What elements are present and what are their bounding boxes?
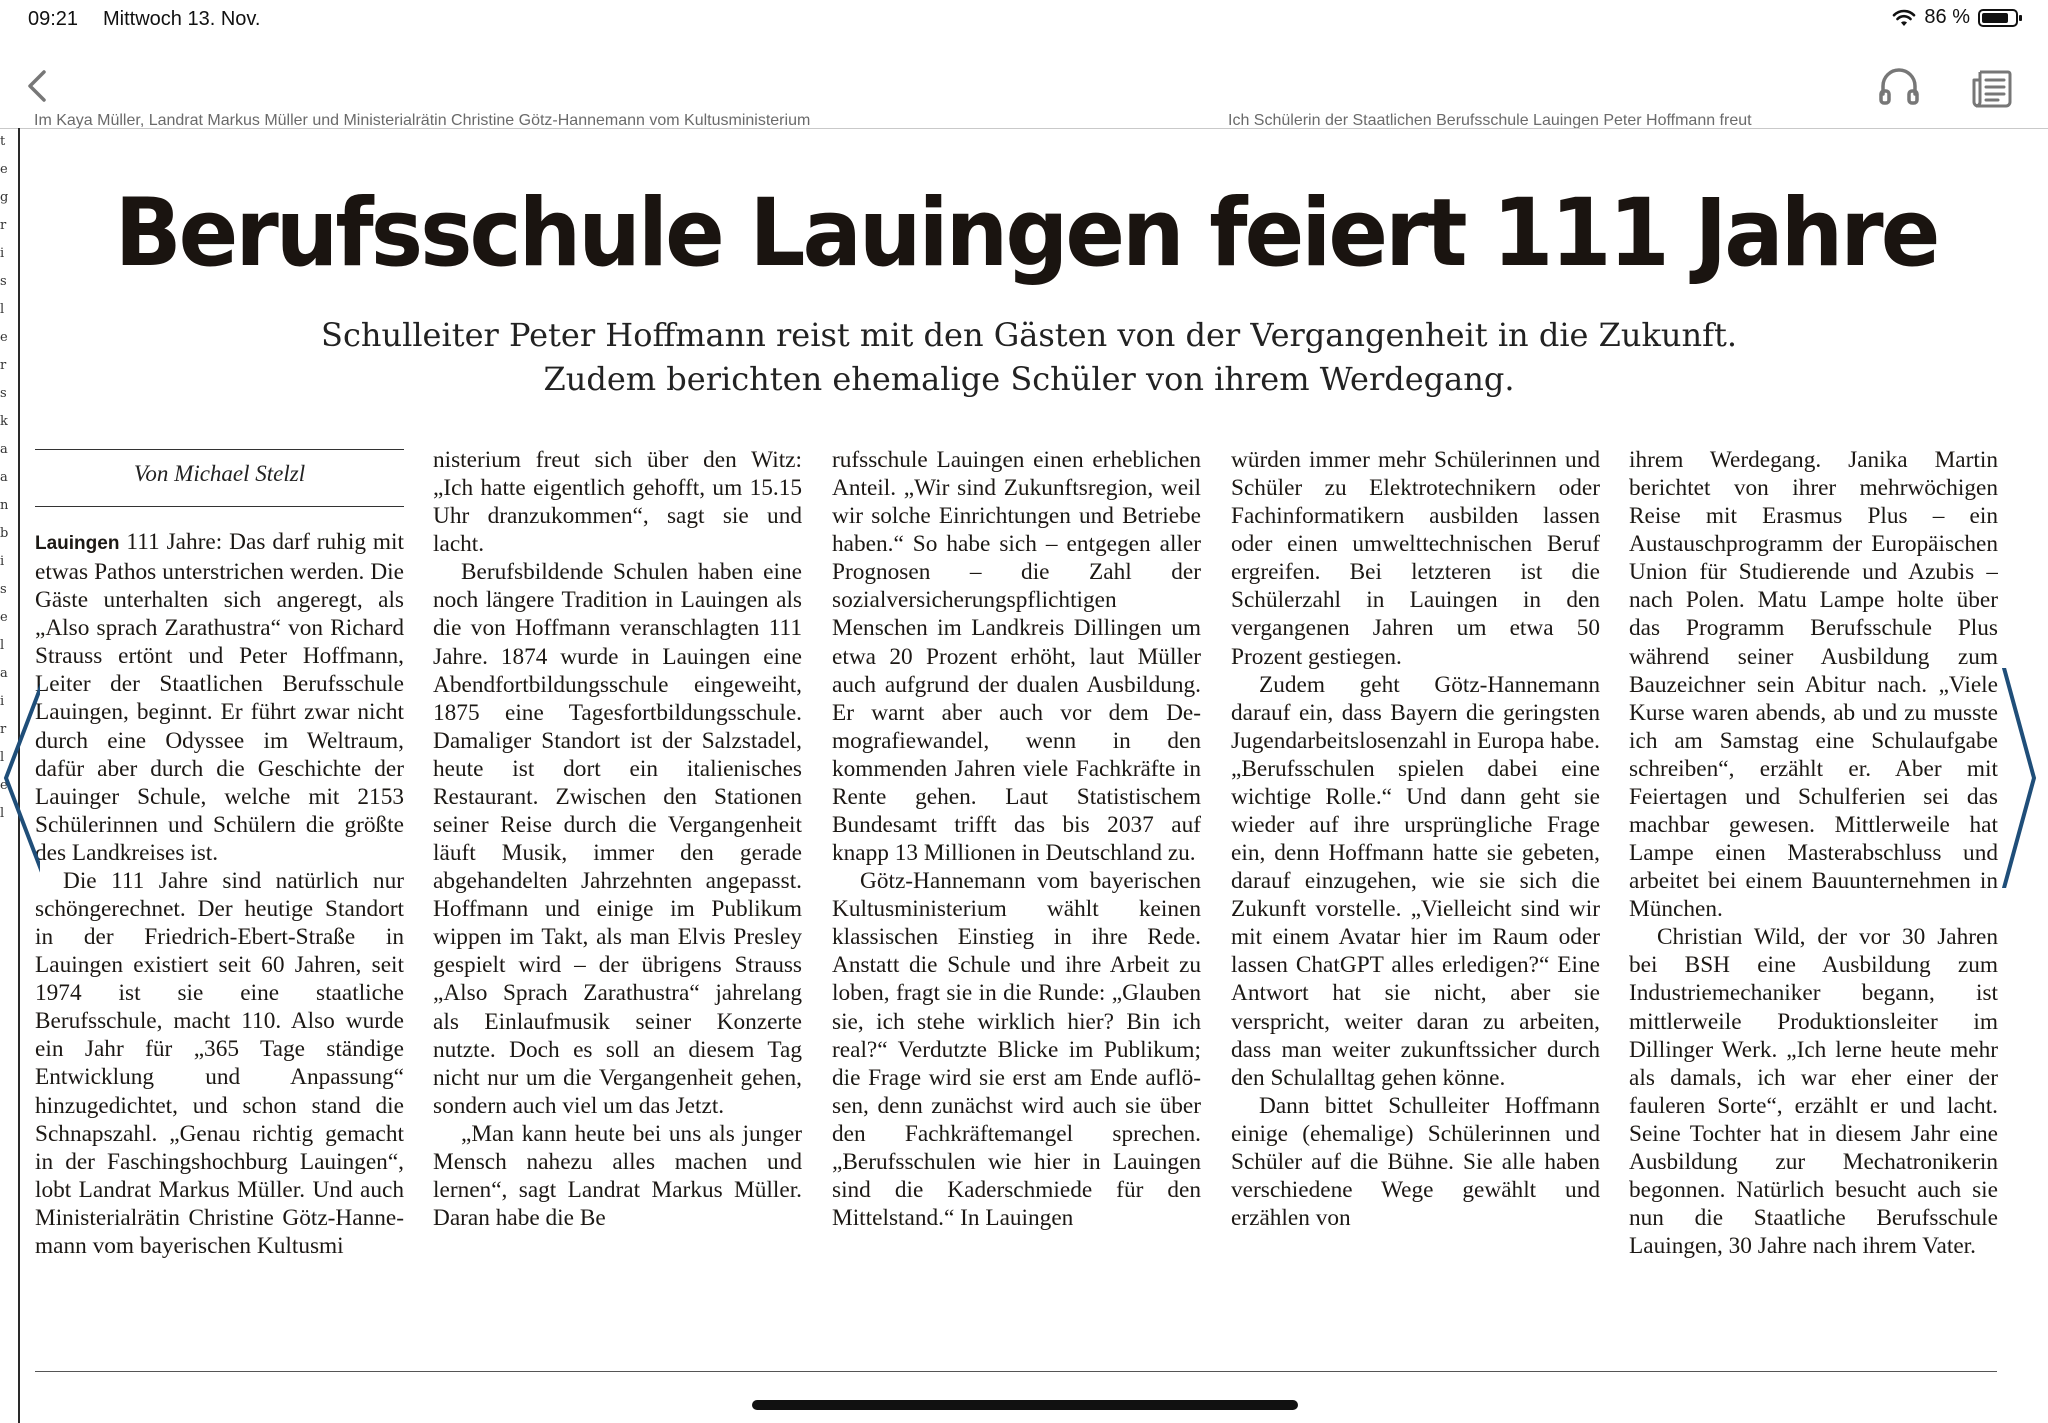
home-indicator[interactable] bbox=[752, 1400, 1298, 1410]
paragraph: Berufsbildende Schulen haben eine noch längere Tradition in Lauingen als die von Hoffmann veranschlagten 111 Jahre. 1874 wurde in Lauingen eine Abendfortbildungsschule eingeweiht, 1875 eine Tagesfortbildungsschule. Damaliger Standort ist der Salzstadel, heute ist dort ein italienisches Restaurant. Zwischen den Stationen seiner Reise durch die Vergangenheit läuft Musik, immer den gerade abgehandelten Jahrzehnten angepasst. Hoffmann und einige im Publikum wippen im Takt, als man Elvis Presley gespielt wird – der übrigens Strauss „Also Sprach Zarathustra“ jahrelang als Einlaufmusik seiner Konzerte nutzte. Doch es soll an diesem Tag nicht nur um die Vergangenheit gehen, sondern auch viel um das Jetzt. bbox=[433, 559, 802, 1119]
battery-percent: 86 % bbox=[1924, 6, 1970, 28]
byline-box bbox=[35, 449, 404, 507]
battery-icon bbox=[1978, 9, 2018, 27]
margin-letter: g bbox=[0, 190, 9, 205]
margin-letter: i bbox=[0, 554, 5, 569]
next-page-arrow-icon[interactable] bbox=[1998, 668, 2038, 888]
margin-letter: e bbox=[0, 778, 8, 793]
margin-letter: l bbox=[0, 638, 5, 653]
paragraph: Christian Wild, der vor 30 Jahren bei BSH eine Ausbildung zum Industriemechaniker begann, ist mittlerweile Produktionsleiter im Dillinger Werk. „Ich lerne heute mehr als damals, ich war eher einer der fauleren Sorte“, erzählt er und lacht. Seine Tochter hat in diesem Jahr eine Ausbildung zur Mechatronikerin begonnen. Natürlich besucht auch sie nun die Staatliche Berufsschule Lauingen, 30 Jahre nach ihrem Vater. bbox=[1629, 924, 1998, 1260]
margin-letter: s bbox=[0, 582, 7, 597]
paragraph: rufsschule Lauingen einen erheblichen Anteil. „Wir sind Zukunftsregion, weil wir solche Einrichtungen und Betriebe haben.“ So habe sich – entgegen aller Prognosen – die Zahl der sozialversicherungspflichtigen Menschen im Landkreis Dillingen um etwa 20 Prozent erhöht, laut Müller auch aufgrund der dualen Ausbildung. Er warnt aber auch vor dem Demografiewandel, wenn in den kommenden Jahren viele Fachkräfte in Rente gehen. Laut Statistischem Bundesamt trifft das bis 2037 auf knapp 13 Millionen in Deutschland zu. bbox=[832, 447, 1201, 867]
status-date: Mittwoch 13. Nov. bbox=[103, 8, 261, 30]
margin-letter: l bbox=[0, 806, 5, 821]
margin-letter: a bbox=[0, 470, 8, 485]
margin-letter: r bbox=[0, 722, 7, 737]
margin-letter: n bbox=[0, 498, 9, 513]
margin-letter: a bbox=[0, 442, 8, 457]
margin-letter: l bbox=[0, 302, 5, 317]
status-bar bbox=[0, 0, 2048, 44]
previous-page-arrow-icon[interactable] bbox=[0, 668, 40, 888]
subhead-line-2: Zudem berichten ehemalige Schüler von ihrem Werdegang. bbox=[543, 360, 1515, 398]
paragraph: „Man kann heute bei uns als junger Mensch nahezu alles machen und lernen“, sagt Landrat Markus Müller. Daran habe die Be bbox=[433, 1120, 802, 1232]
margin-letter: e bbox=[0, 162, 8, 177]
paragraph: ihrem Werdegang. Janika Martin berichtet von ihrer mehrwöchigen Reise mit Erasmus Plus – ein Austauschprogramm der Europäischen Union für Studierende und Azubis – nach Polen. Matu Lampe holte über das Programm Berufsschule Plus während seiner Ausbildung zum Bauzeichner sein Abitur nach. „Viele Kurse waren abends, ab und zu musste ich am Samstag eine Schulaufgabe schreiben“, erzählt er. Aber mit Feiertagen und Schulferien sei das machbar gewesen. Mittlerweile hat Lampe einen Masterabschluss und arbeitet bei einem Bauunternehmen in München. bbox=[1629, 447, 1998, 923]
article-column-4 bbox=[1231, 446, 1600, 1326]
margin-letter: e bbox=[0, 610, 8, 625]
margin-letter: b bbox=[0, 526, 9, 541]
margin-letter: i bbox=[0, 246, 5, 261]
status-indicators bbox=[1892, 6, 2018, 29]
margin-letter: r bbox=[0, 358, 7, 373]
paragraph-text: 111 Jahre: Das darf ruhig mit etwas Pathos unterstrichen werden. Die Gäste unterhalten sich angeregt, als „Also sprach Zarathustra“ von Richard Strauss ertönt und Peter Hoffmann, Leiter der Staatlichen Berufsschule Lauingen, beginnt. Er führt zwar nicht durch eine Odyssee im Weltraum, dafür aber durch die Geschichte der Lauinger Schule, welche mit 2153 Schülerinnen und Schülern die größte des Landkreises ist. bbox=[35, 529, 404, 866]
page-bottom-rule bbox=[35, 1371, 1997, 1372]
status-time: 09:21 bbox=[28, 8, 79, 30]
margin-letter: s bbox=[0, 386, 7, 401]
article-text-icon[interactable] bbox=[1968, 62, 2016, 110]
margin-letter: l bbox=[0, 750, 5, 765]
paragraph: würden immer mehr Schülerinnen und Schüler zu Elektrotechnikern oder Fachinformatikern ausbilden lassen oder einen umwelttechnischen Beruf ergreifen. Bei letzteren ist die Schülerzahl in Lauingen in den vergangenen Jahren um etwa 50 Prozent gestiegen. bbox=[1231, 447, 1600, 670]
article-column-5 bbox=[1629, 446, 1998, 1326]
margin-letter: r bbox=[0, 218, 7, 233]
paragraph bbox=[35, 528, 404, 867]
cut-caption-right: Ich Schülerin der Staatlichen Berufsschule Lauingen Peter Hoffmann freut bbox=[1228, 112, 1752, 128]
subhead-line-1: Schulleiter Peter Hoffmann reist mit den Gästen von der Vergangenheit in die Zukunft. bbox=[321, 316, 1737, 354]
article-column-3 bbox=[832, 446, 1201, 1326]
chevron-left-icon[interactable] bbox=[18, 66, 58, 106]
paragraph: nisterium freut sich über den Witz: „Ich hatte eigentlich gehofft, um 15.15 Uhr dranzukommen“, sagt sie und lacht. bbox=[433, 447, 802, 558]
article-column-1 bbox=[35, 528, 404, 1328]
paragraph: Götz-Hannemann vom bayerischen Kultusministerium wählt keinen klassischen Einstieg in ihre Rede. Anstatt die Schule und ihre Arbeit zu loben, fragt sie in die Runde: „Glauben sie, ich stehe wirklich hier? Bin ich real?“ Verdutzte Blicke im Publikum; die Frage wird sie erst am Ende auflösen, denn zunächst wird auch sie über den Fachkräftemangel sprechen. „Berufsschulen wie hier in Lauingen sind die Kaderschmiede für den Mittelstand.“ In Lauingen bbox=[832, 868, 1201, 1232]
margin-letter: k bbox=[0, 414, 8, 429]
margin-letter: a bbox=[0, 666, 8, 681]
article-headline: Berufsschule Lauingen feiert 111 Jahre bbox=[114, 177, 1938, 288]
article-subhead bbox=[34, 313, 2024, 401]
cut-caption-left: Im Kaya Müller, Landrat Markus Müller und Ministerialrätin Christine Götz-Hannemann vom Kultusministerium bbox=[34, 112, 811, 128]
margin-letter: e bbox=[0, 330, 8, 345]
dateline: Lauingen bbox=[35, 533, 120, 554]
margin-letter: s bbox=[0, 274, 7, 289]
wifi-icon bbox=[1892, 9, 1916, 27]
headphones-icon[interactable] bbox=[1875, 62, 1923, 110]
margin-letter: i bbox=[0, 694, 5, 709]
paragraph: Die 111 Jahre sind natürlich nur schöngerechnet. Der heutige Standort in der Friedrich-Ebert-Straße in Lauingen existiert seit 60 Jahren, seit 1974 ist sie eine staatliche Berufsschule, macht 110. Also wurde ein Jahr für „365 Tage ständige Entwicklung und Anpassung“ hinzugedichtet, und schon stand die Schnapszahl. „Genau richtig gemacht in der Faschingshochburg Lauingen“, lobt Landrat Markus Müller. Und auch Ministerialrätin Christine Götz-Hannemann vom bayerischen Kultusmi bbox=[35, 867, 404, 1259]
margin-letter: t bbox=[0, 134, 6, 149]
article-column-2 bbox=[433, 446, 802, 1326]
paragraph: Zudem geht Götz-Hannemann darauf ein, dass Bayern die geringsten Jugendarbeitslosenzahl in Europa habe. „Berufsschulen spielen dabei eine wichtige Rolle.“ Und dann geht sie wieder auf ihre ursprüngliche Frage ein, denn Hoffmann hatte sie gebeten, darauf einzugehen, wie sie sich die Zukunft vorstelle. „Vielleicht sind wir mit einem Avatar hier im Raum oder lassen ChatGPT alles erledigen?“ Eine Antwort hat sie nicht, aber sie verspricht, weiter daran zu arbeiten, dass man weiter zukunftssicher durch den Schulalltag gehen könne. bbox=[1231, 671, 1600, 1091]
byline: Von Michael Stelzl bbox=[133, 461, 306, 486]
paragraph: Dann bittet Schulleiter Hoffmann einige (ehemalige) Schülerinnen und Schüler auf die Bühne. Sie alle haben verschiedene Wege gewählt und erzählen von bbox=[1231, 1092, 1600, 1232]
